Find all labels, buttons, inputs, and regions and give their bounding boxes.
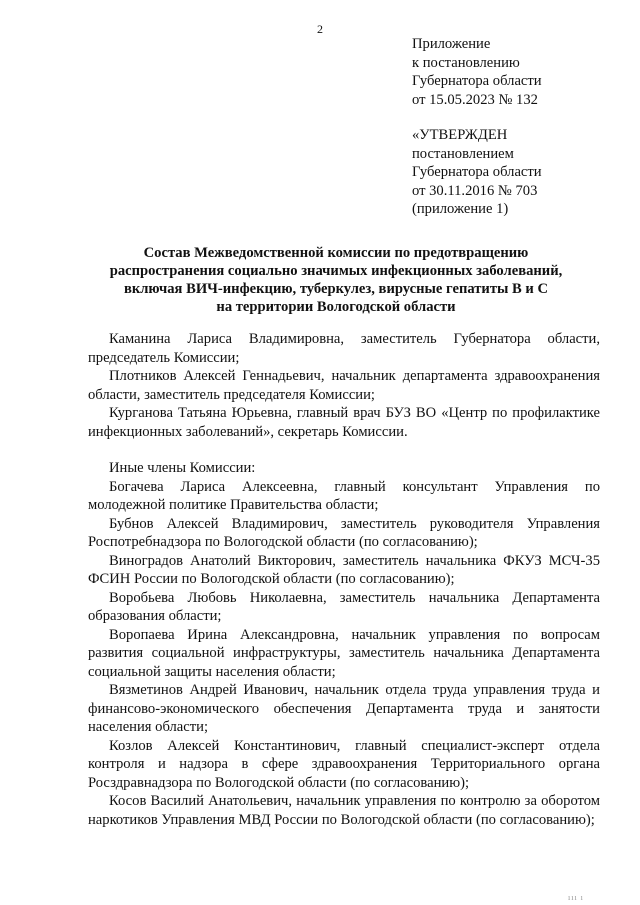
member-secretary: Курганова Татьяна Юрьевна, главный врач БУЗ ВО «Центр по профилактике инфекционных заболеваний», секретарь Комиссии. <box>88 405 600 440</box>
attachment-line: к постановлению <box>412 54 520 71</box>
member-deputy-chairman: Плотников Алексей Геннадьевич, начальник департамента здравоохранения области, заместитель председателя Комиссии; <box>88 368 600 403</box>
attachment-line: Приложение <box>412 36 491 52</box>
page-number: 2 <box>317 22 323 36</box>
title-line: распространения социально значимых инфекционных заболеваний, <box>109 263 563 279</box>
member-item: Богачева Лариса Алексеевна, главный консультант Управления по молодежной политике Правительства области; <box>88 478 600 513</box>
member-item: Вязметинов Андрей Иванович, начальник отдела труда управления труда и финансово-экономического обеспечения Департамента труда и занятости населения области; <box>88 682 600 735</box>
title-line: Состав Межведомственной комиссии по предотвращению <box>143 245 529 261</box>
member-item: Воробьева Любовь Николаевна, заместитель начальника Департамента образования области; <box>88 589 600 624</box>
member-item: Козлов Алексей Константинович, главный специалист-эксперт отдела контроля и надзора в сфере здравоохранения Территориального органа Росздравнадзора по Вологодской области (по согласованию); <box>88 737 600 791</box>
commission-members-list <box>88 330 600 829</box>
member-item: Косов Василий Анатольевич, начальник управления по контролю за оборотом наркотиков Управления МВД России по Вологодской области (по согласованию); <box>88 793 600 828</box>
approval-line: от 30.11.2016 № 703 <box>412 182 538 199</box>
approval-line: «УТВЕРЖДЕН <box>412 127 508 143</box>
title-line: на территории Вологодской области <box>216 299 456 315</box>
member-chairman: Каманина Лариса Владимировна, заместитель Губернатора области, председатель Комиссии; <box>88 331 600 366</box>
member-item: Бубнов Алексей Владимирович, заместитель руководителя Управления Роспотребнадзора по Вологодской области (по согласованию); <box>88 515 600 550</box>
attachment-line: от 15.05.2023 № 132 <box>412 91 538 108</box>
document-title <box>90 244 582 316</box>
member-item: Виноградов Анатолий Викторович, заместитель начальника ФКУЗ МСЧ-35 ФСИН России по Вологодской области (по согласованию); <box>88 552 600 587</box>
title-line: включая ВИЧ-инфекцию, туберкулез, вирусные гепатиты В и С <box>123 281 549 297</box>
approval-line: (приложение 1) <box>412 201 509 217</box>
member-item: Воропаева Ирина Александровна, начальник управления по вопросам развития социальной инфраструктуры, заместитель начальника Департамента социальной защиты населения области; <box>88 626 600 680</box>
attachment-line: Губернатора области <box>412 73 542 89</box>
other-members-heading: Иные члены Комиссии: <box>109 460 256 476</box>
attachment-block <box>412 35 632 219</box>
approval-line: Губернатора области <box>412 164 542 180</box>
footer-mark: ııı ı <box>568 893 584 902</box>
approval-line: постановлением <box>412 145 514 162</box>
attachment-gap <box>412 109 632 126</box>
